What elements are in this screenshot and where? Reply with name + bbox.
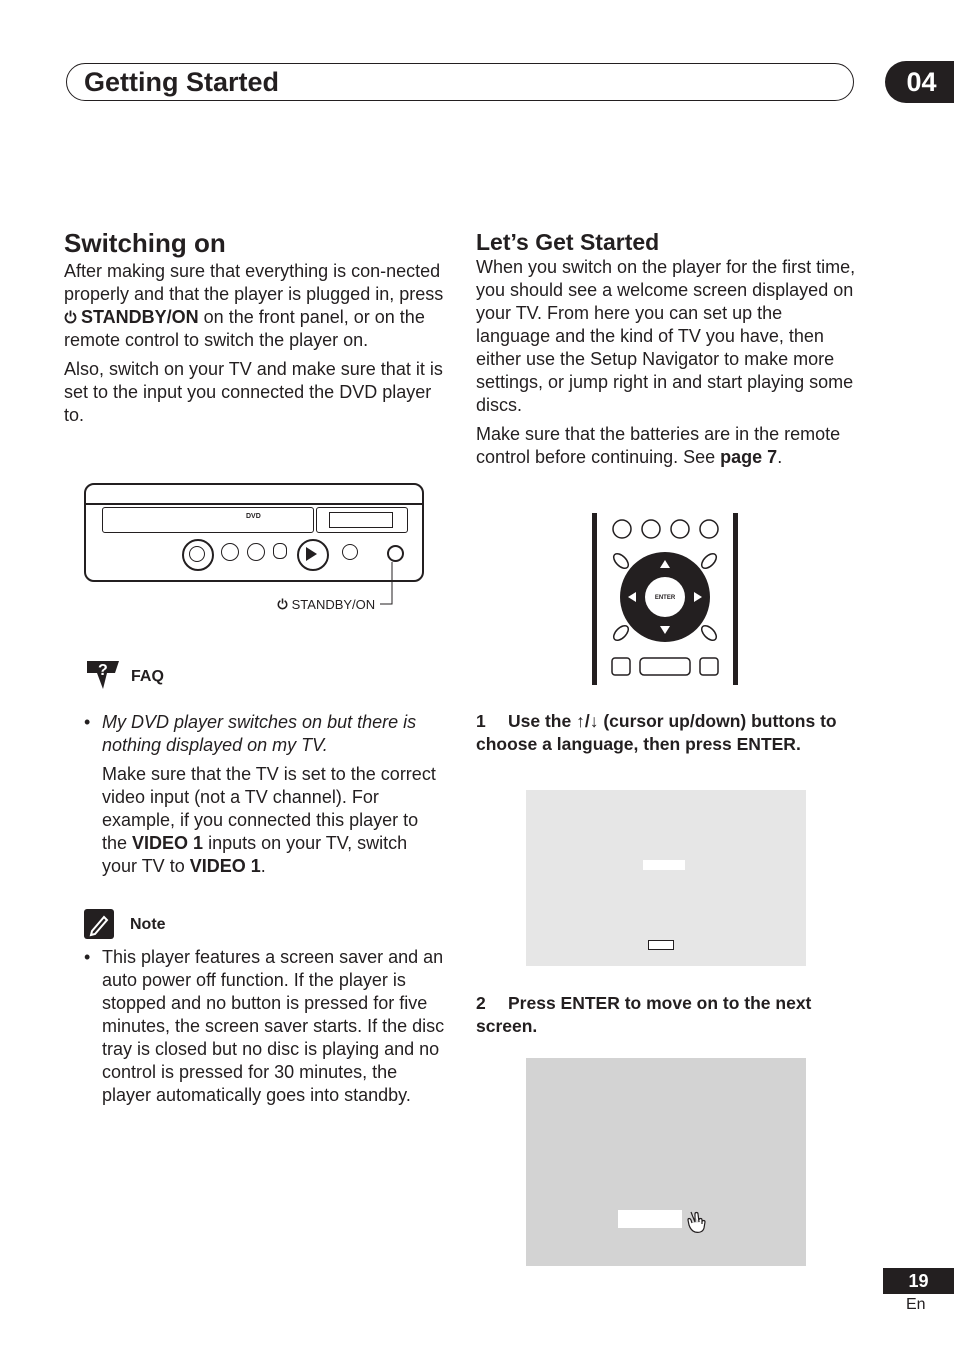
panel-line: [84, 503, 424, 505]
remote-control-illustration: [597, 513, 733, 685]
stop-button: [182, 539, 214, 571]
faq-answer: Make sure that the TV is set to the correct video input (not a TV channel). For example, if you connected this player to the VIDEO 1 inputs on your TV, switch your TV to VIDEO 1.: [102, 764, 436, 876]
dvd-logo: DVD: [246, 513, 261, 520]
language-screen: [526, 790, 806, 966]
open-close-button: [342, 544, 358, 560]
remote-enter-label: ENTER: [654, 595, 676, 601]
note-label: Note: [130, 916, 166, 933]
lets-get-started-heading: Let’s Get Started: [476, 229, 660, 255]
power-icon: [277, 598, 288, 610]
note-item: • This player features a screen saver and an auto power off function. If the player is stopped and no button is pressed for five minutes, the screen saver starts. If the disc tray is closed but no disc is playing and no control is pressed for 30 minutes, the player automatically goes into standby.: [64, 946, 446, 1107]
language-code: En: [906, 1296, 926, 1313]
standby-caption: STANDBY/ON: [277, 597, 375, 613]
faq-label: FAQ: [131, 668, 164, 685]
display-window: [316, 507, 408, 533]
note-list: [64, 946, 446, 1107]
welcome-screen: [526, 1058, 806, 1266]
switching-on-heading: Switching on: [64, 228, 226, 258]
svg-text:?: ?: [98, 662, 108, 679]
lets-get-started-body: [476, 256, 858, 475]
pause-button: [273, 543, 287, 559]
screen-button: [648, 940, 674, 950]
cursor-arrows-icon: ↑/↓: [576, 711, 599, 731]
faq-icon: [85, 659, 121, 691]
step-1: 1 Use the ↑/↓ (cursor up/down) buttons to choose a language, then press ENTER.: [476, 711, 837, 754]
switching-on-para2: Also, switch on your TV and make sure that it is set to the input you connected the DVD player to.: [64, 359, 443, 425]
next-button: [247, 543, 265, 561]
switching-on-body: [64, 260, 446, 433]
chapter-number: 04: [885, 61, 954, 103]
page-number: 19: [883, 1268, 954, 1294]
disc-tray: [102, 507, 314, 533]
next-button-highlight: [618, 1210, 682, 1228]
faq-question: • My DVD player switches on but there is nothing displayed on my TV.: [102, 712, 417, 755]
remote-right-edge: [733, 513, 738, 685]
language-highlight: [643, 860, 685, 870]
hand-pointer-icon: [685, 1208, 707, 1234]
switching-on-para1: After making sure that everything is con-nected properly and that the player is plugged in, press STANDBY/ON on the front panel, or on the remote control to switch the player on.: [64, 261, 444, 350]
power-icon: [64, 310, 77, 324]
faq-item: [64, 711, 446, 878]
faq-list: [64, 711, 446, 884]
lets-get-started-para1: When you switch on the player for the first time, you should see a welcome screen displayed on your TV. From here you can set up the language and the kind of TV you have, then either use the Setup Navigator to make more settings, or jump right in and start playing some discs.: [476, 257, 856, 415]
step-2: 2 Press ENTER to move on to the next screen.: [476, 993, 812, 1036]
lets-get-started-para2: Make sure that the batteries are in the remote control before continuing. See page 7.: [476, 424, 841, 467]
prev-button: [221, 543, 239, 561]
note-icon: [84, 909, 114, 939]
chapter-title: Getting Started: [84, 67, 280, 97]
